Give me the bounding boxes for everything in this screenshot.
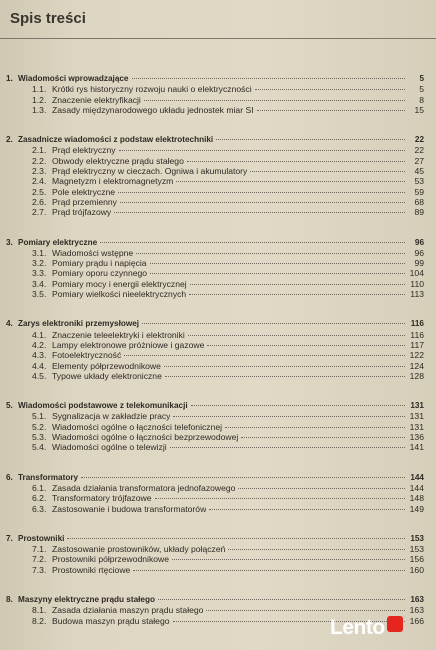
section-entry-label bbox=[32, 197, 117, 207]
chapter-heading-page-number: 5 bbox=[419, 74, 424, 83]
section-entry-number: 2.2. bbox=[32, 155, 47, 166]
section-entry-number: 2.7. bbox=[32, 207, 47, 218]
section-entry-label bbox=[32, 207, 111, 217]
section-entry-title: Pole elektryczne bbox=[52, 186, 116, 197]
dot-leader bbox=[216, 139, 405, 140]
section-entry-page-number: 27 bbox=[414, 155, 424, 166]
section-entry-number: 7.2. bbox=[32, 554, 47, 565]
chapter-heading bbox=[6, 319, 424, 329]
section-entry bbox=[6, 330, 424, 340]
section-entry-page-number: 22 bbox=[414, 145, 424, 156]
chapter-heading-label bbox=[6, 401, 188, 411]
dot-leader bbox=[119, 150, 405, 151]
section-entry-number: 7.1. bbox=[32, 544, 47, 555]
section-entry-number: 2.1. bbox=[32, 145, 47, 156]
chapter-heading-number: 4. bbox=[6, 319, 13, 329]
chapter-heading-title: Zasadnicze wiadomości z podstaw elektrotechniki bbox=[18, 135, 214, 145]
chapter-heading bbox=[6, 401, 424, 411]
dot-leader bbox=[114, 212, 405, 213]
section-entry-label bbox=[32, 156, 184, 166]
section-entry-label bbox=[32, 411, 170, 421]
chapter-heading-page-number: 163 bbox=[410, 594, 424, 604]
section-entry bbox=[6, 422, 424, 432]
section-entry bbox=[6, 248, 424, 258]
section-entry-title: Elementy półprzewodnikowe bbox=[52, 360, 161, 371]
chapter-heading-title: Wiadomości podstawowe z telekomunikacji bbox=[18, 401, 188, 411]
section-entry-label bbox=[32, 330, 185, 340]
section-entry-number: 3.3. bbox=[32, 268, 47, 279]
section-entry bbox=[6, 187, 424, 197]
dot-leader bbox=[255, 89, 405, 90]
chapter-heading-page-number: 153 bbox=[410, 533, 424, 543]
section-entry-label bbox=[32, 554, 169, 564]
section-entry-page-number: 124 bbox=[409, 360, 424, 371]
section-entry-page-number: 160 bbox=[409, 564, 424, 575]
chapter-heading-label bbox=[6, 74, 129, 84]
dot-leader bbox=[225, 427, 405, 428]
chapter-heading-number: 2. bbox=[6, 135, 13, 145]
chapter-heading-label bbox=[6, 319, 139, 329]
dot-leader bbox=[188, 335, 405, 336]
dot-leader bbox=[165, 376, 405, 377]
section-entry-page-number: 163 bbox=[409, 605, 424, 616]
section-entry-page-number: 15 bbox=[414, 104, 424, 115]
dot-leader bbox=[176, 181, 405, 182]
section-entry-number: 2.3. bbox=[32, 166, 47, 177]
watermark-mark-icon bbox=[387, 616, 403, 632]
section-entry bbox=[6, 554, 424, 564]
section-entry-number: 3.2. bbox=[32, 258, 47, 269]
section-entry-page-number: 128 bbox=[409, 370, 424, 381]
section-entry bbox=[6, 432, 424, 442]
section-entry bbox=[6, 95, 424, 105]
section-entry-page-number: 96 bbox=[414, 247, 424, 258]
section-entry-title: Krótki rys historyczny rozwoju nauki o elektryczności bbox=[52, 84, 252, 95]
dot-leader bbox=[132, 78, 406, 79]
chapter-heading-title: Wiadomości wprowadzające bbox=[18, 74, 129, 83]
section-entry-label bbox=[32, 289, 186, 299]
section-entry-page-number: 89 bbox=[414, 207, 424, 218]
section-entry-number: 3.4. bbox=[32, 278, 47, 289]
chapter-heading-label bbox=[6, 534, 64, 544]
section-entry-page-number: 117 bbox=[410, 339, 424, 350]
section-entry-number: 5.3. bbox=[32, 432, 47, 443]
section-entry-title: Znaczenie elektryfikacji bbox=[52, 94, 141, 105]
section-entry-label bbox=[32, 483, 235, 493]
toc-chapter bbox=[6, 319, 424, 381]
section-entry bbox=[6, 84, 424, 94]
chapter-heading-number: 8. bbox=[6, 594, 13, 604]
section-entry-number: 4.4. bbox=[32, 360, 47, 371]
dot-leader bbox=[118, 192, 405, 193]
section-entry-number: 8.2. bbox=[32, 615, 47, 626]
section-entry bbox=[6, 105, 424, 115]
dot-leader bbox=[150, 263, 405, 264]
section-entry-label bbox=[32, 248, 133, 258]
section-entry-page-number: 8 bbox=[419, 94, 424, 105]
section-entry-number: 6.3. bbox=[32, 503, 47, 514]
section-entry-title: Znaczenie teleelektryki i elektroniki bbox=[52, 329, 185, 340]
toc-chapter bbox=[6, 238, 424, 300]
section-entry-number: 5.1. bbox=[32, 411, 47, 422]
section-entry-title: Pomiary mocy i energii elektrycznej bbox=[52, 278, 187, 289]
section-entry-title: Zastosowanie i budowa transformatorów bbox=[52, 503, 207, 514]
section-entry bbox=[6, 207, 424, 217]
section-entry-title: Prąd trójfazowy bbox=[52, 207, 112, 218]
section-entry bbox=[6, 350, 424, 360]
dot-leader bbox=[67, 538, 405, 539]
table-of-contents bbox=[6, 74, 424, 646]
section-entry-number: 2.4. bbox=[32, 176, 47, 187]
chapter-heading-number: 6. bbox=[6, 472, 13, 482]
section-entry-page-number: 116 bbox=[410, 329, 424, 340]
section-entry-label bbox=[32, 145, 116, 155]
chapter-heading-number: 3. bbox=[6, 237, 13, 247]
chapter-heading-number: 5. bbox=[6, 401, 13, 411]
section-entry bbox=[6, 565, 424, 575]
dot-leader bbox=[250, 171, 405, 172]
dot-leader bbox=[120, 202, 405, 203]
section-entry-label bbox=[32, 493, 152, 503]
toc-chapter bbox=[6, 473, 424, 514]
section-entry-title: Transformatory trójfazowe bbox=[52, 493, 152, 504]
section-entry bbox=[6, 279, 424, 289]
section-entry-number: 7.3. bbox=[32, 564, 47, 575]
section-entry-title: Pomiary prądu i napięcia bbox=[52, 258, 147, 269]
section-entry-title: Sygnalizacja w zakładzie pracy bbox=[52, 411, 171, 422]
section-entry bbox=[6, 371, 424, 381]
watermark-text: Lento bbox=[330, 616, 385, 639]
watermark-logo bbox=[330, 616, 432, 642]
chapter-heading-number: 1. bbox=[6, 74, 13, 83]
section-entry-page-number: 99 bbox=[414, 258, 424, 269]
section-entry-label bbox=[32, 504, 206, 514]
section-entry-label bbox=[32, 105, 254, 115]
section-entry-page-number: 131 bbox=[409, 411, 424, 422]
section-entry-page-number: 59 bbox=[414, 186, 424, 197]
section-entry-label bbox=[32, 565, 130, 575]
chapter-heading-label bbox=[6, 595, 155, 605]
section-entry-title: Prąd elektryczny w cieczach. Ogniwa i akumulatory bbox=[52, 166, 248, 177]
chapter-heading-page-number: 144 bbox=[410, 472, 424, 482]
toc-chapter bbox=[6, 74, 424, 115]
dot-leader bbox=[206, 610, 405, 611]
title-divider bbox=[0, 38, 436, 39]
section-entry-page-number: 148 bbox=[409, 493, 424, 504]
section-entry bbox=[6, 504, 424, 514]
section-entry bbox=[6, 176, 424, 186]
section-entry-title: Magnetyzm i elektromagnetyzm bbox=[52, 176, 174, 187]
section-entry-label bbox=[32, 279, 187, 289]
chapter-heading bbox=[6, 595, 424, 605]
section-entry-label bbox=[32, 350, 121, 360]
section-entry-number: 8.1. bbox=[32, 605, 47, 616]
section-entry-label bbox=[32, 432, 238, 442]
section-entry-number: 2.5. bbox=[32, 186, 47, 197]
dot-leader bbox=[100, 242, 405, 243]
section-entry bbox=[6, 289, 424, 299]
section-entry-label bbox=[32, 176, 173, 186]
dot-leader bbox=[187, 161, 405, 162]
section-entry-page-number: 149 bbox=[409, 503, 424, 514]
section-entry-label bbox=[32, 616, 170, 626]
section-entry-label bbox=[32, 84, 252, 94]
section-entry-title: Wiadomości ogólne o telewizji bbox=[52, 442, 167, 453]
section-entry-page-number: 156 bbox=[409, 554, 424, 565]
section-entry-title: Prąd przemienny bbox=[52, 196, 117, 207]
section-entry-title: Typowe układy elektroniczne bbox=[52, 370, 162, 381]
section-entry-page-number: 45 bbox=[414, 166, 424, 177]
section-entry-title: Lampy elektronowe próżniowe i gazowe bbox=[52, 339, 205, 350]
toc-chapter bbox=[6, 534, 424, 575]
section-entry-page-number: 5 bbox=[419, 84, 424, 95]
chapter-heading-page-number: 22 bbox=[414, 135, 424, 145]
section-entry-page-number: 166 bbox=[409, 615, 424, 626]
section-entry-title: Zasada działania maszyn prądu stałego bbox=[52, 605, 204, 616]
section-entry-page-number: 122 bbox=[409, 350, 424, 361]
section-entry-title: Fotoelektryczność bbox=[52, 350, 122, 361]
section-entry-label bbox=[32, 166, 247, 176]
dot-leader bbox=[173, 416, 405, 417]
chapter-heading bbox=[6, 534, 424, 544]
section-entry-page-number: 68 bbox=[414, 196, 424, 207]
dot-leader bbox=[238, 488, 405, 489]
section-entry bbox=[6, 361, 424, 371]
section-entry-label bbox=[32, 268, 147, 278]
dot-leader bbox=[158, 599, 405, 600]
section-entry-title: Zasady międzynarodowego układu jednostek miar SI bbox=[52, 104, 254, 115]
section-entry bbox=[6, 605, 424, 615]
section-entry-page-number: 131 bbox=[409, 421, 424, 432]
section-entry-title: Obwody elektryczne prądu stałego bbox=[52, 155, 184, 166]
section-entry-label bbox=[32, 422, 222, 432]
section-entry-number: 3.1. bbox=[32, 247, 47, 258]
section-entry-number: 5.4. bbox=[32, 442, 47, 453]
chapter-heading-title: Pomiary elektryczne bbox=[18, 237, 98, 247]
section-entry bbox=[6, 166, 424, 176]
section-entry-label bbox=[32, 95, 141, 105]
section-entry bbox=[6, 442, 424, 452]
section-entry-page-number: 153 bbox=[409, 544, 424, 555]
chapter-heading-label bbox=[6, 135, 213, 145]
section-entry-page-number: 141 bbox=[409, 442, 424, 453]
chapter-heading-title: Prostowniki bbox=[18, 533, 65, 543]
section-entry-number: 2.6. bbox=[32, 196, 47, 207]
section-entry-title: Zastosowanie prostowników, układy połączeń bbox=[52, 544, 226, 555]
section-entry-number: 1.2. bbox=[32, 94, 47, 105]
chapter-heading bbox=[6, 238, 424, 248]
dot-leader bbox=[142, 323, 405, 324]
section-entry-label bbox=[32, 258, 147, 268]
dot-leader bbox=[144, 100, 405, 101]
section-entry-label bbox=[32, 371, 162, 381]
chapter-heading-title: Maszyny elektryczne prądu stałego bbox=[18, 594, 155, 604]
section-entry-number: 6.2. bbox=[32, 493, 47, 504]
dot-leader bbox=[170, 447, 405, 448]
section-entry-number: 4.1. bbox=[32, 329, 47, 340]
section-entry-title: Prąd elektryczny bbox=[52, 145, 116, 156]
section-entry-number: 1.3. bbox=[32, 104, 47, 115]
chapter-heading-page-number: 131 bbox=[410, 401, 424, 411]
dot-leader bbox=[257, 110, 405, 111]
section-entry-title: Prostowniki rtęciowe bbox=[52, 564, 131, 575]
section-entry-label bbox=[32, 340, 204, 350]
section-entry-title: Budowa maszyn prądu stałego bbox=[52, 615, 170, 626]
section-entry bbox=[6, 411, 424, 421]
section-entry-number: 1.1. bbox=[32, 84, 47, 95]
dot-leader bbox=[81, 477, 405, 478]
section-entry-title: Wiadomości ogólne o łączności bezprzewodowej bbox=[52, 432, 239, 443]
dot-leader bbox=[136, 253, 405, 254]
dot-leader bbox=[241, 437, 405, 438]
section-entry-label bbox=[32, 187, 115, 197]
chapter-heading bbox=[6, 74, 424, 84]
chapter-heading-title: Transformatory bbox=[18, 472, 79, 482]
section-entry-page-number: 144 bbox=[409, 482, 424, 493]
section-entry bbox=[6, 258, 424, 268]
dot-leader bbox=[172, 559, 405, 560]
chapter-heading-label bbox=[6, 238, 97, 248]
section-entry bbox=[6, 544, 424, 554]
section-entry-number: 3.5. bbox=[32, 289, 47, 300]
section-entry bbox=[6, 493, 424, 503]
dot-leader bbox=[155, 498, 406, 499]
section-entry-title: Pomiary wielkości nieelektrycznych bbox=[52, 289, 187, 300]
dot-leader bbox=[164, 366, 405, 367]
section-entry-number: 4.5. bbox=[32, 370, 47, 381]
chapter-heading bbox=[6, 473, 424, 483]
dot-leader bbox=[191, 405, 405, 406]
dot-leader bbox=[150, 273, 405, 274]
chapter-heading-title: Zarys elektroniki przemysłowej bbox=[18, 319, 140, 329]
dot-leader bbox=[190, 284, 405, 285]
section-entry-page-number: 113 bbox=[410, 289, 424, 300]
section-entry-label bbox=[32, 361, 161, 371]
section-entry bbox=[6, 145, 424, 155]
section-entry-number: 5.2. bbox=[32, 421, 47, 432]
toc-chapter bbox=[6, 135, 424, 217]
section-entry-title: Pomiary oporu czynnego bbox=[52, 268, 148, 279]
section-entry-number: 6.1. bbox=[32, 482, 47, 493]
section-entry-title: Zasada działania transformatora jednofazowego bbox=[52, 482, 236, 493]
toc-chapter bbox=[6, 401, 424, 452]
section-entry bbox=[6, 340, 424, 350]
dot-leader bbox=[133, 570, 405, 571]
section-entry-label bbox=[32, 544, 225, 554]
section-entry-title: Prostowniki półprzewodnikowe bbox=[52, 554, 170, 565]
chapter-heading-page-number: 96 bbox=[414, 237, 424, 247]
section-entry bbox=[6, 268, 424, 278]
section-entry-label bbox=[32, 442, 167, 452]
dot-leader bbox=[207, 345, 405, 346]
section-entry-number: 4.3. bbox=[32, 350, 47, 361]
section-entry-title: Wiadomości ogólne o łączności telefonicznej bbox=[52, 421, 223, 432]
chapter-heading bbox=[6, 135, 424, 145]
dot-leader bbox=[209, 509, 405, 510]
dot-leader bbox=[228, 549, 405, 550]
section-entry bbox=[6, 483, 424, 493]
section-entry bbox=[6, 197, 424, 207]
dot-leader bbox=[124, 355, 405, 356]
section-entry-number: 4.2. bbox=[32, 339, 47, 350]
section-entry-label bbox=[32, 605, 203, 615]
chapter-heading-label bbox=[6, 473, 78, 483]
chapter-heading-number: 7. bbox=[6, 533, 13, 543]
section-entry-page-number: 104 bbox=[409, 268, 424, 279]
chapter-heading-page-number: 116 bbox=[410, 319, 424, 329]
section-entry-title: Wiadomości wstępne bbox=[52, 247, 134, 258]
section-entry-page-number: 136 bbox=[409, 432, 424, 443]
page-title: Spis treści bbox=[10, 10, 86, 27]
dot-leader bbox=[189, 294, 405, 295]
section-entry-page-number: 53 bbox=[414, 176, 424, 187]
section-entry-page-number: 110 bbox=[410, 278, 424, 289]
section-entry bbox=[6, 156, 424, 166]
